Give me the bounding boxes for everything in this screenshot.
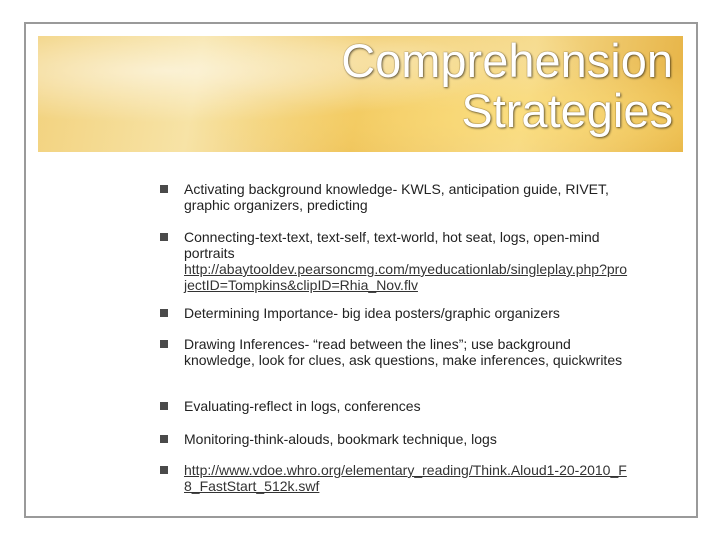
bullet-text-main: Connecting-text-text, text-self, text-world, hot seat, logs, open-mind portraits [184, 229, 600, 261]
bullet-item [160, 431, 630, 447]
title-line-1: Comprehension [341, 34, 673, 87]
bullet-item [160, 462, 630, 494]
bullet-text: Activating background knowledge- KWLS, anticipation guide, RIVET, graphic organizers, predicting [184, 181, 609, 213]
bullet-item [160, 398, 630, 414]
video-link-rhia[interactable]: http://abaytooldev.pearsoncmg.com/myeducationlab/singleplay.php?projectID=Tompkins&clipID=Rhia_Nov.flv [184, 261, 628, 293]
title-line-2: Strategies [461, 84, 673, 137]
bullet-marker-icon [160, 402, 168, 410]
bullet-item [160, 181, 630, 213]
bullet-text [184, 462, 630, 494]
bullet-text [184, 229, 630, 293]
bullet-marker-icon [160, 185, 168, 193]
bullet-marker-icon [160, 309, 168, 317]
bullet-text: Drawing Inferences- “read between the lines”; use background knowledge, look for clues, ask questions, make inferences, quickwrites [184, 336, 623, 368]
bullet-item [160, 336, 630, 368]
bullet-item [160, 229, 630, 293]
bullet-text: Evaluating-reflect in logs, conferences [184, 398, 421, 414]
video-link-think-aloud[interactable]: http://www.vdoe.whro.org/elementary_reading/Think.Aloud1-20-2010_F8_FastStart_512k.swf [184, 462, 627, 494]
bullet-marker-icon [160, 233, 168, 241]
bullet-item [160, 305, 630, 321]
bullet-marker-icon [160, 466, 168, 474]
title-banner [38, 36, 683, 152]
bullet-text: Determining Importance- big idea posters/graphic organizers [184, 305, 560, 321]
bullet-marker-icon [160, 435, 168, 443]
bullet-text: Monitoring-think-alouds, bookmark technique, logs [184, 431, 497, 447]
slide-title [341, 36, 673, 136]
bullet-marker-icon [160, 340, 168, 348]
